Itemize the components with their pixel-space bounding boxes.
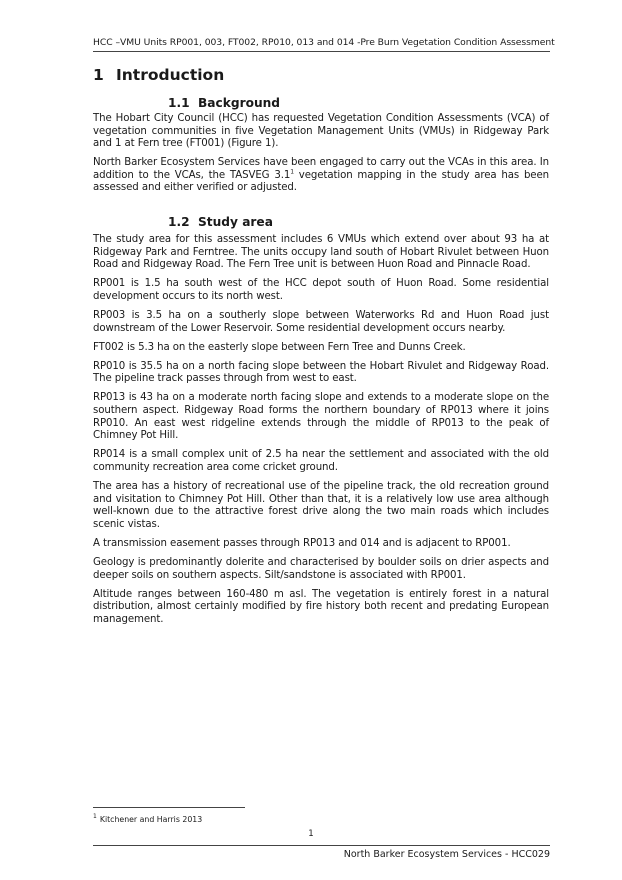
section-1-1-number: 1.1	[168, 96, 190, 110]
footnote-marker: 1	[93, 813, 97, 821]
background-body	[93, 113, 549, 202]
study-area-paragraph: RP001 is 1.5 ha south west of the HCC depot south of Huon Road. Some residential development occurs to its north west.	[93, 278, 549, 302]
study-area-paragraph: RP013 is 43 ha on a moderate north facing slope and extends to a moderate slope on the southern aspect. Ridgeway Road forms the northern boundary of RP013 where it joins RP010. An east west ridgeline extends through the middle of RP013 to the peak of Chimney Pot Hill.	[93, 392, 549, 442]
background-paragraph: The Hobart City Council (HCC) has requested Vegetation Condition Assessments (VCA) of vegetation communities in five Vegetation Management Units (VMUs) in Ridgeway Park and 1 at Fern tree (FT001) (Figure 1).	[93, 113, 549, 150]
section-1-2-heading	[168, 215, 273, 229]
study-area-paragraph: The study area for this assessment includes 6 VMUs which extend over about 93 ha at Ridgeway Park and Ferntree. The units occupy land south of Hobart Rivulet between Huon Road and Ridgeway Road. The Fern Tree unit is between Huon Road and Pinnacle Road.	[93, 234, 549, 271]
footnote-text: Kitchener and Harris 2013	[99, 815, 203, 824]
study-area-paragraph: RP014 is a small complex unit of 2.5 ha near the settlement and associated with the old community recreation area come cricket ground.	[93, 449, 549, 473]
section-1-2-title: Study area	[198, 215, 273, 229]
section-1-title: Introduction	[116, 66, 225, 84]
background-text: vegetation mapping in the study area has been assessed and either verified or adjusted.	[93, 169, 550, 194]
study-area-paragraph: FT002 is 5.3 ha on the easterly slope between Fern Tree and Dunns Creek.	[93, 341, 466, 353]
study-area-paragraph: RP010 is 35.5 ha on a north facing slope between the Hobart Rivulet and Ridgeway Road. The pipeline track passes through from west to east.	[93, 360, 549, 385]
section-1-2-number: 1.2	[168, 215, 190, 229]
running-header: HCC –VMU Units RP001, 003, FT002, RP010, 013 and 014 -Pre Burn Vegetation Condition Assessment	[93, 37, 550, 52]
study-area-body	[93, 234, 549, 633]
section-1-heading	[93, 66, 224, 84]
footnote-reference: 1	[290, 168, 294, 176]
footnote-divider	[93, 807, 245, 808]
background-paragraph	[93, 157, 549, 195]
section-1-1-title: Background	[198, 96, 281, 110]
section-1-1-heading	[168, 96, 280, 110]
study-area-paragraph: The area has a history of recreational use of the pipeline track, the old recreation ground and visitation to Chimney Pot Hill. Other than that, it is a relatively low use area although well-known due to the attractive forest drive along the two main roads which includes scenic vistas.	[93, 481, 549, 530]
footnote	[93, 815, 202, 824]
study-area-paragraph: A transmission easement passes through RP013 and 014 and is adjacent to RP001.	[93, 537, 511, 549]
running-footer: North Barker Ecosystem Services - HCC029	[343, 849, 550, 860]
study-area-paragraph: RP003 is 3.5 ha on a southerly slope between Waterworks Rd and Huon Road just downstream of the Lower Reservoir. Some residential development occurs nearby.	[93, 309, 549, 334]
study-area-paragraph: Altitude ranges between 160-480 m asl. The vegetation is entirely forest in a natural distribution, almost certainly modified by fire history both recent and predating European management.	[93, 588, 549, 625]
section-1-number: 1	[93, 66, 104, 84]
page-number: 1	[308, 829, 314, 839]
footer-divider	[93, 845, 550, 846]
background-text: North Barker Ecosystem Services have been engaged to carry out the VCAs in this area. In addition to the VCAs, the TASVEG 3.1	[93, 157, 549, 181]
study-area-paragraph: Geology is predominantly dolerite and characterised by boulder soils on drier aspects and deeper soils on southern aspects. Silt/sandstone is associated with RP001.	[93, 556, 549, 581]
